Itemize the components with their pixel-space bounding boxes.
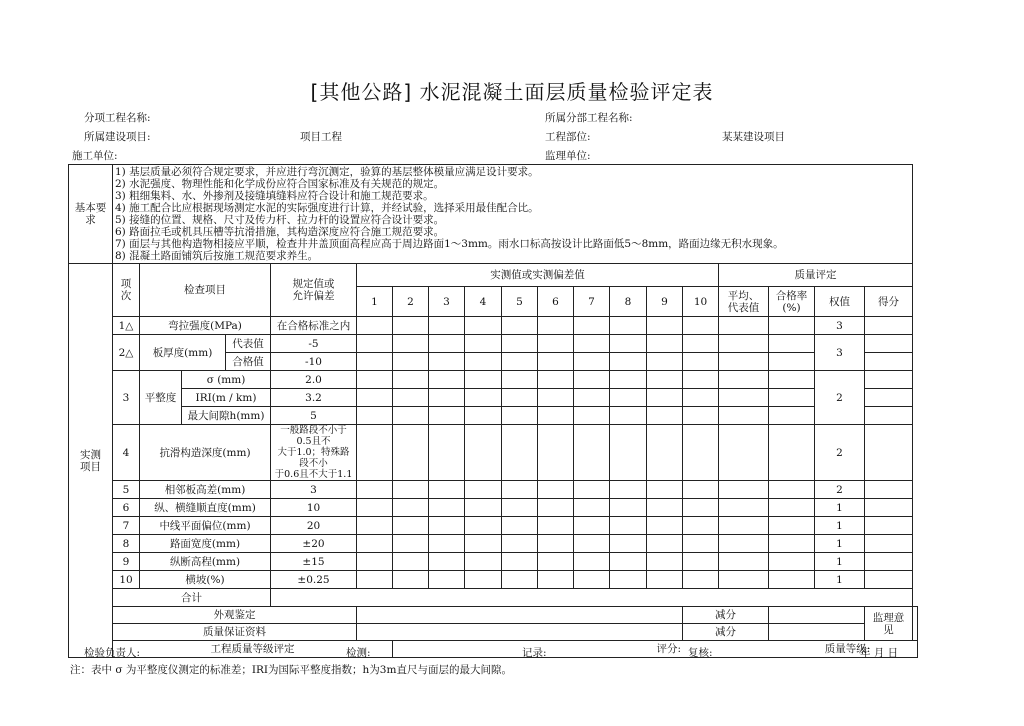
cell[interactable] [865, 335, 913, 353]
cell[interactable] [574, 535, 610, 553]
col-quanzhi: 权值 [815, 287, 865, 317]
r3-spec3: 5 [271, 407, 357, 425]
cell[interactable] [610, 335, 647, 353]
cell[interactable] [357, 535, 393, 553]
cell[interactable] [610, 571, 647, 589]
r3-spec2: 3.2 [271, 389, 357, 407]
fuhe-label: 复核: [688, 647, 713, 659]
cell[interactable] [769, 517, 815, 535]
cell[interactable] [393, 571, 429, 589]
cell[interactable] [719, 335, 769, 353]
cell[interactable] [357, 499, 393, 517]
cell[interactable] [393, 553, 429, 571]
cell[interactable] [865, 371, 913, 389]
cell[interactable] [465, 353, 502, 371]
cell[interactable] [465, 335, 502, 353]
cell[interactable] [429, 553, 465, 571]
r10-spec: ±0.25 [271, 571, 357, 589]
cell[interactable] [502, 571, 538, 589]
cell[interactable] [538, 481, 574, 499]
cell[interactable] [429, 571, 465, 589]
footnote: 注：表中 σ 为平整度仪测定的标准差；IRI为国际平整度指数；h为3m直尺与面层的最大间隙。 [70, 664, 512, 676]
cell[interactable] [769, 335, 815, 353]
cell[interactable] [683, 353, 719, 371]
cell[interactable] [574, 389, 610, 407]
dengji-row [393, 641, 918, 658]
num-9: 9 [647, 287, 683, 317]
r1-weight: 3 [815, 317, 865, 335]
cell[interactable] [610, 317, 647, 335]
cell[interactable] [769, 389, 815, 407]
cell[interactable] [538, 389, 574, 407]
r1-spec: 在合格标准之内 [271, 317, 357, 335]
cell[interactable] [393, 425, 429, 481]
jianshe-label: 所属建设项目: [84, 131, 151, 143]
heji-value[interactable] [271, 589, 913, 607]
cell[interactable] [357, 389, 393, 407]
cell[interactable] [769, 481, 815, 499]
cell[interactable] [465, 481, 502, 499]
cell[interactable] [719, 499, 769, 517]
r7-weight: 1 [815, 517, 865, 535]
cell[interactable] [647, 481, 683, 499]
cell[interactable] [465, 425, 502, 481]
r7-spec: 20 [271, 517, 357, 535]
num-10: 10 [683, 287, 719, 317]
r3-sub3: 最大间隙h(mm) [182, 407, 271, 425]
r3-no: 3 [113, 371, 140, 425]
cell[interactable] [465, 371, 502, 389]
cell[interactable] [865, 407, 913, 425]
cell[interactable] [574, 317, 610, 335]
cell[interactable] [538, 317, 574, 335]
cell[interactable] [683, 371, 719, 389]
r3-spec1: 2.0 [271, 371, 357, 389]
cell[interactable] [393, 517, 429, 535]
r9-no: 9 [113, 553, 140, 571]
cell[interactable] [719, 481, 769, 499]
r4-weight: 2 [815, 425, 865, 481]
cell[interactable] [465, 389, 502, 407]
num-5: 5 [502, 287, 538, 317]
cell[interactable] [574, 517, 610, 535]
cell[interactable] [502, 371, 538, 389]
cell[interactable] [683, 425, 719, 481]
inspection-table [68, 164, 918, 658]
cell[interactable] [647, 517, 683, 535]
cell[interactable] [683, 481, 719, 499]
cell[interactable] [357, 571, 393, 589]
waiguan-label: 外观鉴定 [113, 607, 357, 624]
cell[interactable] [610, 389, 647, 407]
r1-item: 弯拉强度(MPa) [140, 317, 271, 335]
cell[interactable] [393, 481, 429, 499]
col-hegelv: 合格率 (%) [769, 287, 815, 317]
waiguan-value[interactable] [357, 607, 683, 624]
cell[interactable] [357, 553, 393, 571]
cell[interactable] [647, 571, 683, 589]
cell[interactable] [719, 389, 769, 407]
r3-item: 平整度 [140, 371, 182, 425]
shigong-label: 施工单位: [72, 150, 118, 162]
cell[interactable] [647, 353, 683, 371]
cell[interactable] [719, 553, 769, 571]
r10-no: 10 [113, 571, 140, 589]
cell[interactable] [647, 553, 683, 571]
cell[interactable] [357, 335, 393, 353]
r8-no: 8 [113, 535, 140, 553]
r4-no: 4 [113, 425, 140, 481]
cell[interactable] [865, 571, 913, 589]
cell[interactable] [647, 425, 683, 481]
suoshu-label: 所属分部工程名称: [545, 112, 633, 124]
cell[interactable] [357, 481, 393, 499]
zhiliang-dengji-label: 质量等级: [824, 643, 871, 655]
cell[interactable] [538, 553, 574, 571]
cell[interactable] [465, 499, 502, 517]
cell[interactable] [610, 499, 647, 517]
cell[interactable] [429, 499, 465, 517]
waiguan-jianfen-value[interactable] [769, 607, 865, 624]
r2-sub2: 合格值 [226, 353, 271, 371]
fenxiang-label: 分项工程名称: [84, 112, 151, 124]
baozheng-label: 质量保证资料 [113, 624, 357, 641]
jianshe-value: 项目工程 [300, 131, 342, 143]
cell[interactable] [610, 517, 647, 535]
r2-item: 板厚度(mm) [140, 335, 226, 371]
cell[interactable] [865, 481, 913, 499]
cell[interactable] [502, 407, 538, 425]
r3-weight: 2 [815, 371, 865, 425]
date-label: 年 月 日 [860, 647, 899, 659]
col-pingjun: 平均、 代表值 [719, 287, 769, 317]
cell[interactable] [647, 335, 683, 353]
cell[interactable] [769, 407, 815, 425]
r6-no: 6 [113, 499, 140, 517]
cell[interactable] [719, 371, 769, 389]
cell[interactable] [429, 535, 465, 553]
jianli-label: 监理单位: [545, 150, 591, 162]
cell[interactable] [538, 517, 574, 535]
r6-item: 纵、横缝顺直度(mm) [140, 499, 271, 517]
cell[interactable] [769, 353, 815, 371]
jianli-yijian-label: 监理意 见 [865, 607, 913, 641]
cell[interactable] [865, 425, 913, 481]
cell[interactable] [769, 317, 815, 335]
jianli-yijian-value[interactable] [913, 607, 918, 641]
r5-item: 相邻板高差(mm) [140, 481, 271, 499]
cell[interactable] [719, 353, 769, 371]
cell[interactable] [357, 425, 393, 481]
r8-spec: ±20 [271, 535, 357, 553]
cell[interactable] [683, 517, 719, 535]
baozheng-value[interactable] [357, 624, 683, 641]
jiance-label: 检测: [346, 647, 371, 659]
cell[interactable] [865, 535, 913, 553]
cell[interactable] [393, 317, 429, 335]
cell[interactable] [465, 553, 502, 571]
cell[interactable] [719, 317, 769, 335]
cell[interactable] [502, 353, 538, 371]
cell[interactable] [393, 389, 429, 407]
r7-item: 中线平面偏位(mm) [140, 517, 271, 535]
num-4: 4 [465, 287, 502, 317]
cell[interactable] [429, 335, 465, 353]
cell[interactable] [769, 571, 815, 589]
cell[interactable] [502, 535, 538, 553]
cell[interactable] [574, 499, 610, 517]
r4-item: 抗滑构造深度(mm) [140, 425, 271, 481]
cell[interactable] [865, 317, 913, 335]
cell[interactable] [429, 481, 465, 499]
cell[interactable] [865, 499, 913, 517]
cell[interactable] [647, 371, 683, 389]
pingfen-label: 评分: [656, 643, 681, 655]
cell[interactable] [357, 517, 393, 535]
basic-text: 1) 基层质量必须符合规定要求，并应进行弯沉测定，验算的基层整体模量应满足设计要求。 2) 水泥强度、物理性能和化学成份应符合国家标准及有关规范的规定。 3) 粗细集料、水、外掺剂及接缝填缝料应符合设计和施工规范要求。 4) 施工配合比应根据现场测定水泥的实际强度进行计算，并经试验，选择采用最佳配合比。 5) 接缝的位置、规格、尺寸及传力杆、拉力杆的设置应符合设计要求。 6) 路面拉毛或机具压槽等抗滑措施，其构造深度应符合施工规范要求。 7) 面层与其他构造物相接应平顺，检查井井盖顶面高程应高于周边路面1～3mm。雨水口标高按设计比路面低5～8mm，路面边缘无积水现象。 8) 混凝土路面铺筑后按施工规范要求养生。 [113, 165, 913, 264]
cell[interactable] [610, 553, 647, 571]
cell[interactable] [429, 317, 465, 335]
waiguan-jianfen-label: 减分 [683, 607, 769, 624]
r5-weight: 2 [815, 481, 865, 499]
dengji-label: 工程质量等级评定 [113, 641, 393, 658]
cell[interactable] [538, 407, 574, 425]
cell[interactable] [502, 481, 538, 499]
col-guiding: 规定值或 允许偏差 [271, 264, 357, 317]
r2-weight: 3 [815, 335, 865, 371]
cell[interactable] [393, 407, 429, 425]
cell[interactable] [719, 517, 769, 535]
col-zhiliang: 质量评定 [719, 264, 913, 287]
buwei-label: 工程部位: [545, 131, 591, 143]
cell[interactable] [719, 571, 769, 589]
cell[interactable] [865, 553, 913, 571]
cell[interactable] [683, 571, 719, 589]
cell[interactable] [574, 571, 610, 589]
basic-label: 基本要求 [69, 165, 113, 264]
cell[interactable] [769, 371, 815, 389]
num-6: 6 [538, 287, 574, 317]
r2-sub1: 代表值 [226, 335, 271, 353]
r6-weight: 1 [815, 499, 865, 517]
cell[interactable] [465, 407, 502, 425]
r5-no: 5 [113, 481, 140, 499]
cell[interactable] [429, 389, 465, 407]
r6-spec: 10 [271, 499, 357, 517]
cell[interactable] [574, 335, 610, 353]
cell[interactable] [719, 425, 769, 481]
cell[interactable] [393, 353, 429, 371]
cell[interactable] [683, 535, 719, 553]
cell[interactable] [429, 517, 465, 535]
cell[interactable] [610, 425, 647, 481]
cell[interactable] [538, 353, 574, 371]
cell[interactable] [769, 499, 815, 517]
r3-sub1: σ (mm) [182, 371, 271, 389]
cell[interactable] [574, 481, 610, 499]
cell[interactable] [610, 535, 647, 553]
r9-item: 纵断高程(mm) [140, 553, 271, 571]
cell[interactable] [429, 425, 465, 481]
cell[interactable] [865, 389, 913, 407]
cell[interactable] [865, 353, 913, 371]
page-title: [其他公路] 水泥混凝土面层质量检验评定表 [310, 80, 714, 104]
r5-spec: 3 [271, 481, 357, 499]
cell[interactable] [502, 317, 538, 335]
cell[interactable] [769, 535, 815, 553]
col-shice: 实测值或实测偏差值 [357, 264, 719, 287]
cell[interactable] [502, 335, 538, 353]
cell[interactable] [610, 353, 647, 371]
cell[interactable] [465, 517, 502, 535]
r9-spec: ±15 [271, 553, 357, 571]
r1-no: 1△ [113, 317, 140, 335]
cell[interactable] [538, 425, 574, 481]
col-jiancha: 检查项目 [140, 264, 271, 317]
num-1: 1 [357, 287, 393, 317]
num-8: 8 [610, 287, 647, 317]
cell[interactable] [465, 571, 502, 589]
cell[interactable] [610, 481, 647, 499]
cell[interactable] [357, 371, 393, 389]
cell[interactable] [393, 535, 429, 553]
baozheng-jianfen-label: 减分 [683, 624, 769, 641]
cell[interactable] [683, 335, 719, 353]
cell[interactable] [647, 407, 683, 425]
cell[interactable] [538, 571, 574, 589]
cell[interactable] [574, 371, 610, 389]
cell[interactable] [683, 389, 719, 407]
cell[interactable] [502, 553, 538, 571]
cell[interactable] [393, 371, 429, 389]
num-7: 7 [574, 287, 610, 317]
r10-item: 横坡(%) [140, 571, 271, 589]
cell[interactable] [538, 499, 574, 517]
heji-label: 合计 [113, 589, 271, 607]
cell[interactable] [574, 407, 610, 425]
r2-spec2: -10 [271, 353, 357, 371]
cell[interactable] [647, 535, 683, 553]
cell[interactable] [647, 389, 683, 407]
r2-spec1: -5 [271, 335, 357, 353]
cell[interactable] [610, 407, 647, 425]
cell[interactable] [429, 371, 465, 389]
r4-spec: 一般路段不小于0.5且不 大于1.0；特殊路段不小 于0.6且不大于1.1 [271, 425, 357, 481]
cell[interactable] [647, 499, 683, 517]
fuzeren-label: 检验负责人: [84, 647, 141, 659]
cell[interactable] [683, 407, 719, 425]
r3-sub2: IRI(m / km) [182, 389, 271, 407]
cell[interactable] [538, 335, 574, 353]
r8-weight: 1 [815, 535, 865, 553]
jilu-label: 记录: [522, 647, 547, 659]
r10-weight: 1 [815, 571, 865, 589]
cell[interactable] [465, 317, 502, 335]
cell[interactable] [357, 353, 393, 371]
cell[interactable] [865, 517, 913, 535]
cell[interactable] [538, 535, 574, 553]
shice-project-label: 实测 项目 [69, 264, 113, 658]
buwei-value: 某某建设项目 [722, 131, 785, 143]
cell[interactable] [683, 317, 719, 335]
cell[interactable] [719, 407, 769, 425]
r8-item: 路面宽度(mm) [140, 535, 271, 553]
cell[interactable] [429, 353, 465, 371]
cell[interactable] [357, 317, 393, 335]
cell[interactable] [357, 407, 393, 425]
cell[interactable] [574, 353, 610, 371]
cell[interactable] [393, 499, 429, 517]
cell[interactable] [574, 553, 610, 571]
cell[interactable] [393, 335, 429, 353]
cell[interactable] [647, 317, 683, 335]
cell[interactable] [502, 389, 538, 407]
cell[interactable] [429, 407, 465, 425]
r9-weight: 1 [815, 553, 865, 571]
cell[interactable] [719, 535, 769, 553]
cell[interactable] [502, 517, 538, 535]
cell[interactable] [502, 425, 538, 481]
cell[interactable] [574, 425, 610, 481]
cell[interactable] [465, 535, 502, 553]
cell[interactable] [769, 425, 815, 481]
num-3: 3 [429, 287, 465, 317]
r2-no: 2△ [113, 335, 140, 371]
num-2: 2 [393, 287, 429, 317]
cell[interactable] [769, 553, 815, 571]
cell[interactable] [502, 499, 538, 517]
cell[interactable] [683, 499, 719, 517]
col-xiangci: 项 次 [113, 264, 140, 317]
cell[interactable] [610, 371, 647, 389]
cell[interactable] [538, 371, 574, 389]
baozheng-jianfen-value[interactable] [769, 624, 865, 641]
col-defen: 得分 [865, 287, 913, 317]
cell[interactable] [683, 553, 719, 571]
r7-no: 7 [113, 517, 140, 535]
